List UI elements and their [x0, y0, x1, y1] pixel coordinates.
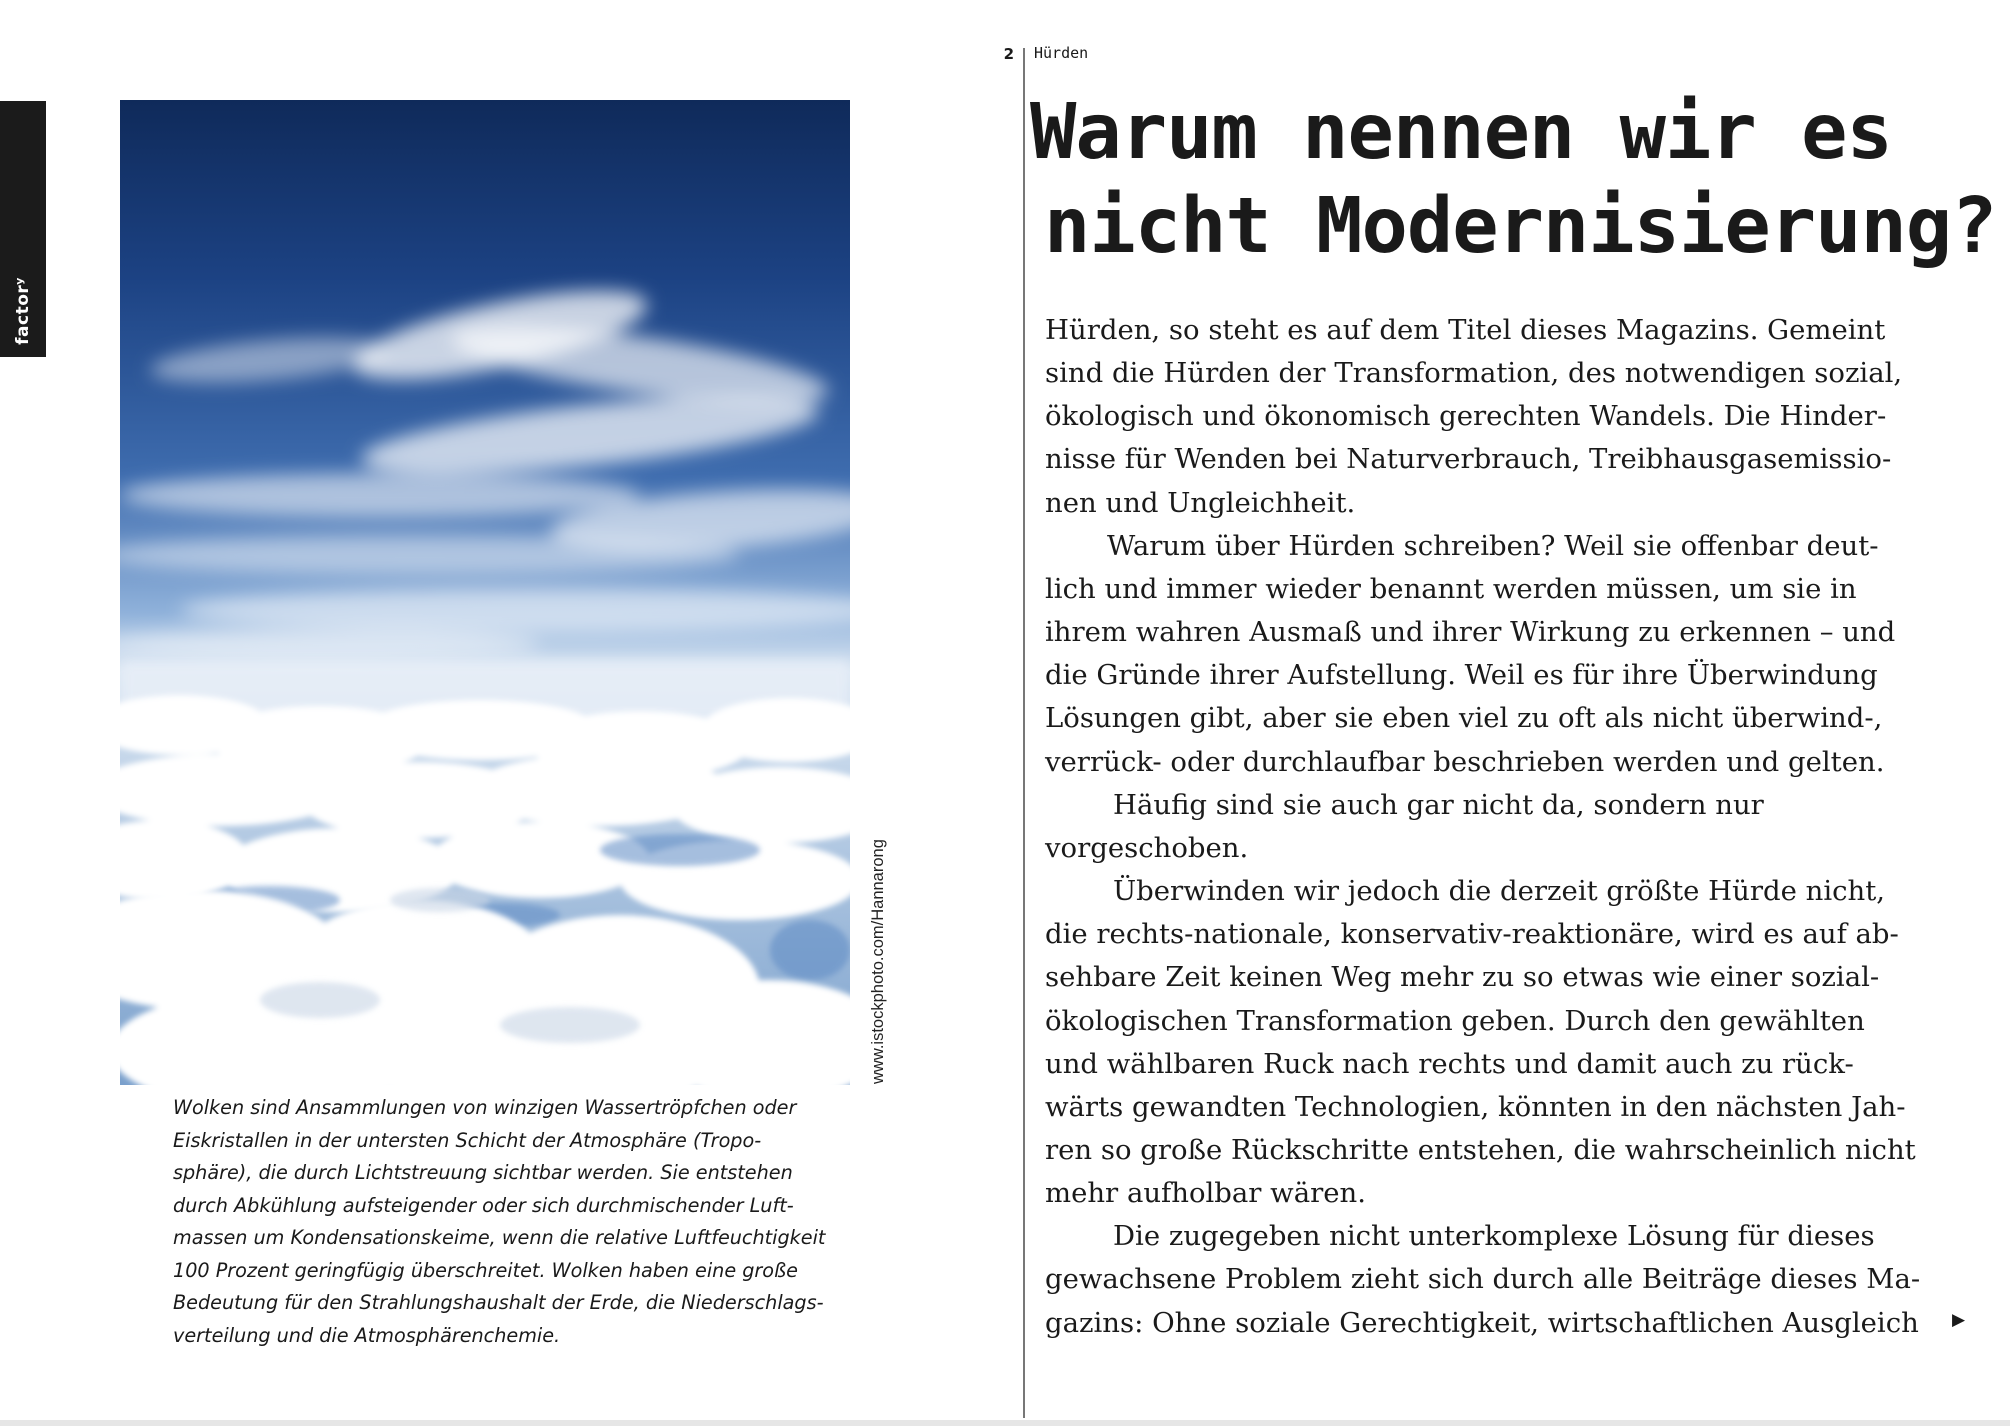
photo-credit: www.istockphoto.com/Hannarong — [869, 839, 887, 1084]
caption-line: verteilung und die Atmosphärenchemie. — [173, 1323, 561, 1347]
body-line: und wählbaren Ruck nach rechts und damit auch zu rück- — [1045, 1047, 1854, 1080]
body-line: gazins: Ohne soziale Gerechtigkeit, wirtschaftlichen Ausgleich — [1045, 1306, 1919, 1339]
body-line: die rechts-nationale, konservativ-reaktionäre, wird es auf ab- — [1045, 918, 1899, 951]
caption-line: sphäre), die durch Lichtstreuung sichtbar werden. Sie entstehen — [173, 1161, 793, 1184]
headline-line: nicht Modernisierung? — [1044, 182, 1997, 271]
body-line: nen und Ungleichheit. — [1045, 486, 1356, 519]
body-line: ihrem wahren Ausmaß und ihrer Wirkung zu erkennen – und — [1045, 616, 1896, 649]
caption-line: Eiskristallen in der untersten Schicht der Atmosphäre (Tropo- — [173, 1128, 762, 1152]
body-line: ren so große Rückschritte entstehen, die wahrscheinlich nicht — [1045, 1133, 1916, 1166]
page-gutter — [1023, 48, 1025, 1418]
body-line: vorgeschoben. — [1045, 831, 1249, 864]
caption-line: Bedeutung für den Strahlungshaushalt der Erde, die Niederschlags- — [173, 1291, 824, 1314]
body-line: verrück- oder durchlaufbar beschrieben werden und gelten. — [1045, 745, 1885, 778]
caption-line: Wolken sind Ansammlungen von winzigen Wassertröpfchen oder — [173, 1096, 797, 1119]
photo-caption — [173, 1092, 863, 1352]
body-line: Hürden, so steht es auf dem Titel dieses Magazins. Gemeint — [1045, 314, 1886, 346]
body-line: Warum über Hürden schreiben? Weil sie offenbar deut- — [1107, 529, 1879, 562]
body-line: lich und immer wieder benannt werden müssen, um sie in — [1045, 572, 1857, 605]
brand-tab — [0, 101, 46, 357]
bottom-bar — [0, 1420, 2010, 1426]
body-line: sind die Hürden der Transformation, des notwendigen sozial, — [1045, 357, 1903, 390]
body-line: gewachsene Problem zieht sich durch alle Beiträge dieses Ma- — [1045, 1263, 1921, 1296]
clouds-photo — [120, 100, 850, 1085]
caption-line: 100 Prozent geringfügig überschreitet. Wolken haben eine große — [173, 1258, 798, 1282]
next-page-arrow-icon[interactable]: ▶ — [1952, 1310, 1966, 1330]
headline-line: Warum nennen wir es — [1030, 88, 1892, 177]
body-line: sehbare Zeit keinen Weg mehr zu so etwas wie einer sozial- — [1045, 961, 1880, 994]
article-headline — [1030, 86, 2000, 274]
caption-line: durch Abkühlung aufsteigender oder sich durchmischender Luft- — [173, 1193, 794, 1217]
body-line: wärts gewandten Technologien, könnten in den nächsten Jah- — [1045, 1090, 1906, 1123]
body-line: Häufig sind sie auch gar nicht da, sondern nur — [1113, 788, 1764, 821]
body-line: die Gründe ihrer Aufstellung. Weil es für ihre Überwindung — [1045, 659, 1878, 692]
body-line: mehr aufholbar wären. — [1045, 1177, 1366, 1210]
body-line: Die zugegeben nicht unterkomplexe Lösung für dieses — [1113, 1220, 1875, 1253]
body-line: Lösungen gibt, aber sie eben viel zu oft als nicht überwind-, — [1045, 702, 1883, 735]
body-line: ökologisch und ökonomisch gerechten Wandels. Die Hinder- — [1045, 400, 1887, 433]
body-line: nisse für Wenden bei Naturverbrauch, Treibhausgasemissio- — [1045, 443, 1892, 476]
brand-label: factorʸ — [13, 277, 33, 345]
section-label: Hürden — [1034, 44, 1089, 62]
article-body — [1045, 309, 1945, 1345]
body-line: ökologischen Transformation geben. Durch den gewählten — [1045, 1004, 1865, 1037]
body-line: Überwinden wir jedoch die derzeit größte Hürde nicht, — [1113, 875, 1886, 908]
caption-line: massen um Kondensationskeime, wenn die relative Luftfeuchtigkeit — [173, 1226, 826, 1249]
page-number: 2 — [1003, 45, 1014, 63]
